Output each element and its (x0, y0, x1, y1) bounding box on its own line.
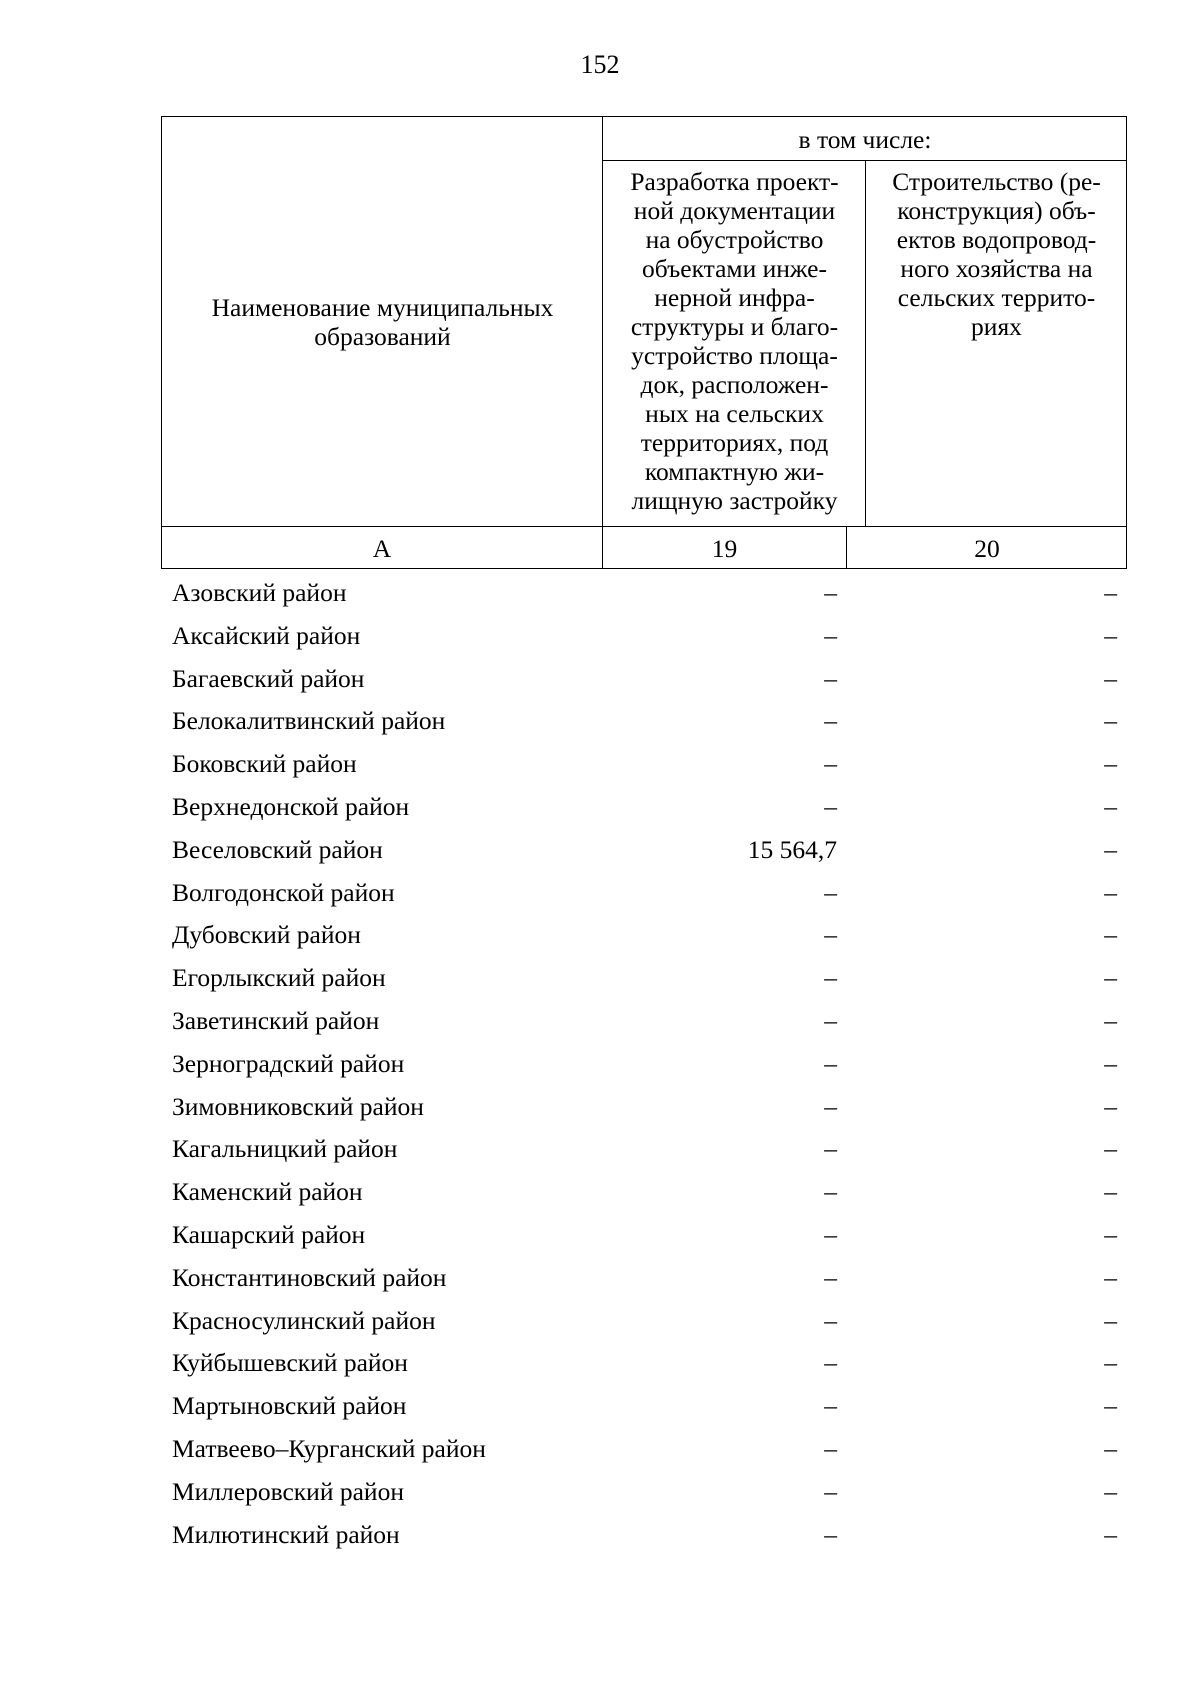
header-line: территориях, под (640, 428, 829, 457)
value-col-20: – (1104, 578, 1117, 607)
table-row (161, 700, 1127, 743)
index-19: 19 (711, 533, 738, 563)
header-line: устройство площа- (631, 341, 838, 370)
header-line: ного хозяйства на (900, 254, 1093, 283)
municipality-name: Зерноградский район (172, 1048, 405, 1078)
index-cell-20 (847, 527, 1127, 569)
value-col-19: – (824, 1219, 837, 1249)
header-line: Строительство (ре- (892, 167, 1101, 196)
header-column-20 (866, 161, 1127, 527)
header-line: на обустройство (645, 225, 824, 254)
value-col-19: – (824, 1134, 837, 1164)
value-col-19: – (824, 620, 837, 650)
municipality-name: Матвеево–Курганский район (172, 1433, 486, 1463)
table-row (161, 829, 1127, 872)
value-col-19: – (824, 1005, 837, 1035)
table-row (161, 914, 1127, 957)
municipality-name: Волгодонской район (172, 877, 395, 907)
index-cell-19 (603, 527, 846, 569)
municipality-name: Каменский район (172, 1177, 363, 1207)
header-line: ной документации (633, 196, 836, 225)
municipality-name: Милютинский район (172, 1519, 400, 1549)
table-row (161, 1300, 1127, 1343)
municipality-name: Азовский район (172, 578, 347, 607)
municipality-name: Аксайский район (172, 620, 361, 650)
value-col-19: – (824, 1091, 837, 1121)
table-row (161, 957, 1127, 1000)
header-column-19 (603, 161, 866, 527)
header-line: структуры и благо- (630, 312, 839, 341)
value-col-20: – (1104, 1519, 1117, 1549)
municipality-name: Красносулинский район (172, 1305, 436, 1335)
value-col-20: – (1104, 1177, 1117, 1207)
value-col-20: – (1104, 1391, 1117, 1421)
header-line: Разработка проект- (630, 167, 839, 196)
municipality-name: Дубовский район (172, 920, 361, 950)
value-col-20: – (1104, 920, 1117, 950)
municipality-name: Кашарский район (172, 1219, 366, 1249)
municipality-name: Куйбышевский район (172, 1348, 408, 1378)
table-row (161, 1171, 1127, 1214)
header-column-20-lines (880, 167, 1113, 341)
table-row (161, 1257, 1127, 1300)
value-col-20: – (1104, 1433, 1117, 1463)
value-col-19: – (824, 1348, 837, 1378)
table-row (161, 743, 1127, 786)
header-line: конструкция) объ- (897, 196, 1096, 225)
table-row (161, 1128, 1127, 1171)
table-row (161, 572, 1127, 615)
table-row (161, 1428, 1127, 1471)
value-col-20: – (1104, 1219, 1117, 1249)
municipality-name: Веселовский район (172, 834, 383, 864)
value-col-19: – (824, 1177, 837, 1207)
value-col-19: – (824, 1048, 837, 1078)
table-row (161, 786, 1127, 829)
value-col-19: – (824, 663, 837, 693)
value-col-20: – (1104, 1091, 1117, 1121)
table-row (161, 658, 1127, 701)
value-col-20: – (1104, 1262, 1117, 1292)
header-line: сельских террито- (897, 283, 1096, 312)
value-col-19: – (824, 963, 837, 993)
value-col-20: – (1104, 1005, 1117, 1035)
value-col-19: – (824, 706, 837, 736)
header-line: объектами инже- (642, 254, 827, 283)
table-row (161, 1043, 1127, 1086)
value-col-19: – (824, 1433, 837, 1463)
header-line: компактную жи- (644, 457, 825, 486)
value-col-19: 15 564,7 (747, 834, 837, 864)
value-col-19: – (824, 877, 837, 907)
table-row (161, 1514, 1127, 1557)
table-row (161, 872, 1127, 915)
municipality-name: Багаевский район (172, 663, 365, 693)
value-col-19: – (824, 791, 837, 821)
value-col-19: – (824, 1305, 837, 1335)
value-col-19: – (824, 749, 837, 779)
header-including-label: в том числе: (798, 124, 932, 154)
table-row (161, 1214, 1127, 1257)
page-number: 152 (580, 50, 620, 79)
value-col-19: – (824, 1262, 837, 1292)
index-cell-a (162, 527, 602, 569)
value-col-19: – (824, 920, 837, 950)
index-a: А (372, 533, 392, 563)
value-col-19: – (824, 1519, 837, 1549)
value-col-19: – (824, 578, 837, 607)
table-header (161, 116, 1127, 569)
table-row (161, 1385, 1127, 1428)
municipality-name: Кагальницкий район (172, 1134, 398, 1164)
value-col-19: – (824, 1391, 837, 1421)
table-row (161, 615, 1127, 658)
municipality-name: Белокалитвинский район (172, 706, 446, 736)
municipality-name: Заветинский район (172, 1005, 380, 1035)
header-including (603, 117, 1127, 161)
municipality-name: Мартыновский район (172, 1391, 407, 1421)
header-column-19-lines (617, 167, 852, 515)
value-col-20: – (1104, 1134, 1117, 1164)
value-col-20: – (1104, 1305, 1117, 1335)
municipality-name: Верхнедонской район (172, 791, 410, 821)
header-line: ных на сельских (645, 399, 824, 428)
header-line: нерной инфра- (654, 283, 815, 312)
municipality-name: Зимовниковский район (172, 1091, 424, 1121)
table-body (161, 572, 1127, 1556)
value-col-20: – (1104, 1476, 1117, 1506)
municipality-name: Егорлыкский район (172, 963, 386, 993)
header-line: ектов водопровод- (896, 225, 1097, 254)
header-line: лищную застройку (631, 486, 838, 515)
value-col-20: – (1104, 1048, 1117, 1078)
header-name-column (162, 117, 603, 527)
header-name-column-label: Наименование муниципальных образований (211, 293, 554, 351)
table-row (161, 1086, 1127, 1129)
table-row (161, 1471, 1127, 1514)
header-line: риях (971, 312, 1022, 341)
value-col-20: – (1104, 1348, 1117, 1378)
value-col-20: – (1104, 791, 1117, 821)
value-col-20: – (1104, 749, 1117, 779)
municipality-name: Боковский район (172, 749, 357, 779)
table-row (161, 1342, 1127, 1385)
value-col-20: – (1104, 834, 1117, 864)
value-col-19: – (824, 1476, 837, 1506)
value-col-20: – (1104, 706, 1117, 736)
value-col-20: – (1104, 877, 1117, 907)
value-col-20: – (1104, 620, 1117, 650)
index-20: 20 (974, 533, 1000, 563)
municipality-name: Константиновский район (172, 1262, 447, 1292)
table-row (161, 1000, 1127, 1043)
municipality-name: Миллеровский район (172, 1476, 404, 1506)
value-col-20: – (1104, 963, 1117, 993)
value-col-20: – (1104, 663, 1117, 693)
header-line: док, расположен- (640, 370, 829, 399)
